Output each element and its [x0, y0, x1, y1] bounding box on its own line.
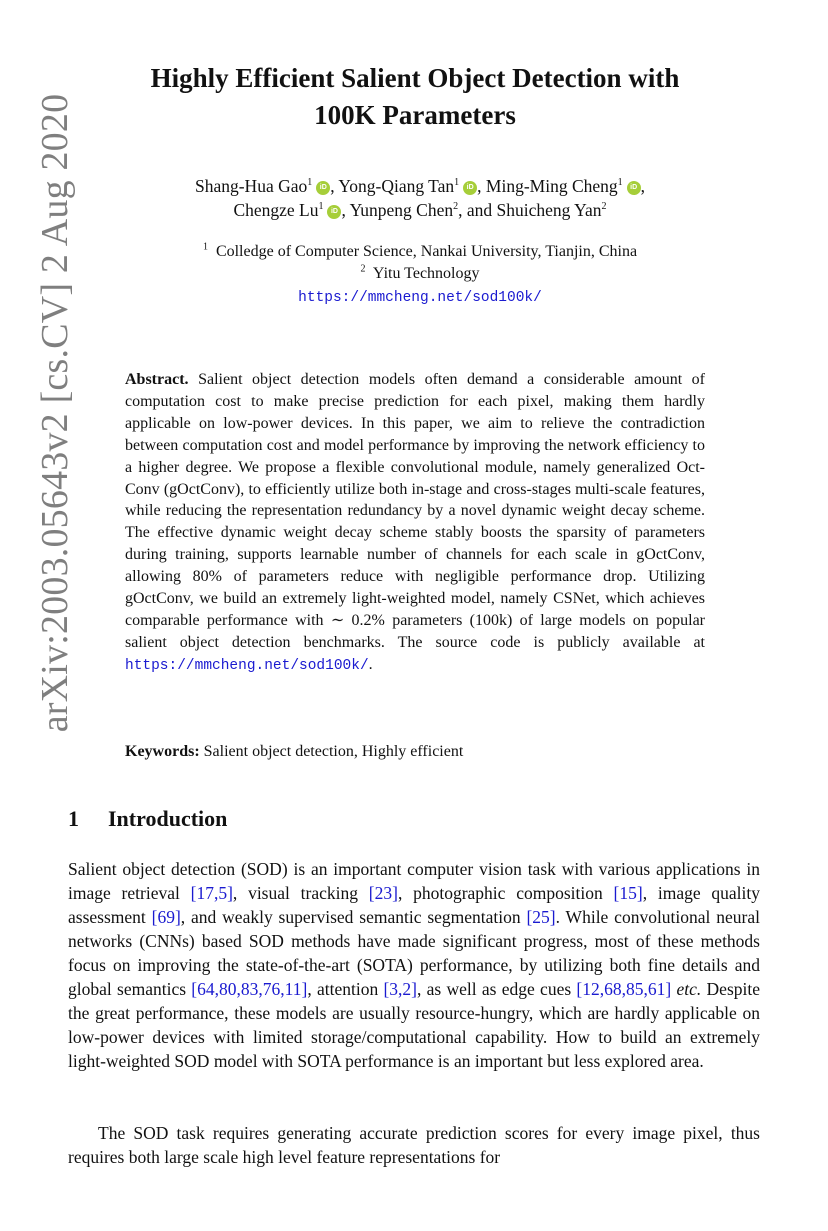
arxiv-sidebar-stamp [33, 68, 77, 758]
intro-text: , visual tracking [232, 883, 369, 903]
intro-paragraph-1 [68, 857, 760, 1073]
keywords-label: Keywords: [125, 743, 200, 760]
paper-title [70, 60, 760, 134]
affiliation-1: $^1$ Colledge of Computer Science, Nankai University, Tianjin, China [202, 241, 638, 260]
orcid-icon[interactable]: iD [327, 205, 341, 219]
keywords-text: Salient object detection, Highly efficient [203, 743, 464, 760]
abstract-url-link[interactable]: https://mmcheng.net/sod100k/ [125, 657, 369, 674]
author: Yong-Qiang Tan$^1$ iD , [338, 176, 486, 196]
affiliation-2: $^2$ Yitu Technology [360, 263, 480, 282]
project-url-line [100, 286, 740, 309]
citation-link[interactable]: [3,2] [383, 979, 417, 999]
title-line-1: Highly Efficient Salient Object Detection with [150, 63, 680, 93]
intro-text: etc. [676, 979, 702, 999]
citation-link[interactable]: [23] [368, 883, 398, 903]
abstract-label: Abstract. [125, 371, 189, 388]
author: Yunpeng Chen$^2$, and [349, 200, 497, 220]
citation-link[interactable]: [64,80,83,76,11] [191, 979, 308, 999]
section-title: Introduction [108, 806, 228, 831]
intro-text: Salient object detection (SOD) is an important computer vision task with various applications in image retrieval [68, 859, 760, 903]
arxiv-id: arXiv:2003.05643v2 [cs.CV] 2 Aug 2020 [34, 93, 76, 733]
abstract: Abstract. Salient object detection models often demand a considerable amount of computation cost to make precise prediction for each pixel, making them hardly applicable on low-power devices. In this paper, we aim to relieve the contradiction between computation cost and model performance by improving the network efficiency to a higher degree. We propose a flexible convolutional module, namely generalized Oct-Conv (gOctConv), to efficiently utilize both in-stage and cross-stages multi-scale features, while reducing the representation redundancy by a novel dynamic weight decay scheme. The effective dynamic weight decay scheme stably boosts the sparsity of parameters during training, supports learnable number of channels for each scale in gOctConv, allowing 80% of parameters reduce with negligible performance drop. Utilizing gOctConv, we build an extremely light-weighted model, namely CSNet, which achieves comparable performance with ∼ 0.2% parameters (100k) of large models on popular salient object detection benchmarks. The source code is publicly available at https://mmcheng.net/sod100k/. [125, 371, 706, 674]
citation-link[interactable]: [25] [526, 907, 556, 927]
intro-text: , as well as edge cues [417, 979, 577, 999]
section-number: 1 [68, 806, 79, 831]
orcid-icon[interactable]: iD [316, 181, 330, 195]
citation-link[interactable]: [12,68,85,61] [576, 979, 672, 999]
author: Ming-Ming Cheng$^1$ iD , [485, 176, 646, 196]
project-url-link[interactable]: https://mmcheng.net/sod100k/ [298, 290, 542, 306]
intro-text: , photographic composition [397, 883, 614, 903]
abstract-text: Salient object detection models often demand a considerable amount of computation cost to make precise prediction for each pixel, making them hardly applicable on low-power devices. In this paper, we aim to relieve the contradiction between computation cost and model performance by improving the network efficiency to a higher degree. We propose a flexible convolutional module, namely generalized Oct-Conv (gOctConv), to efficiently utilize both in-stage and cross-stages multi-scale features, while reducing the representation redundancy by a novel dynamic weight decay scheme. The effective dynamic weight decay scheme stably boosts the sparsity of parameters during training, supports learnable number of channels for each scale in gOctConv, allowing 80% of parameters reduce with negligible performance drop. Utilizing gOctConv, we build an extremely light-weighted model, namely CSNet, which achieves comparable performance with ∼ 0.2% parameters (100k) of large models on popular salient object detection benchmarks. The source code is publicly available at [125, 371, 706, 651]
orcid-icon[interactable]: iD [463, 181, 477, 195]
author: Chengze Lu$^1$ iD , [233, 200, 350, 220]
intro-text: . While convolutional neural networks (CNNs) based SOD methods have made significant progress, most of these methods focus on improving the state-of-the-art (SOTA) performance, by utilizing both fine details and global semantics [68, 907, 760, 999]
intro-text: , and weakly supervised semantic segmentation [180, 907, 527, 927]
author: Shuicheng Yan$^2$ [496, 200, 607, 220]
intro-paragraph-2: The SOD task requires generating accurate prediction scores for every image pixel, thus requires both large scale high level feature representations for [68, 1123, 760, 1167]
title-line-2: 100K Parameters [314, 100, 516, 130]
orcid-icon[interactable]: iD [627, 181, 641, 195]
intro-text: , attention [307, 979, 384, 999]
intro-text: , image quality assessment [68, 883, 760, 927]
section-heading [68, 804, 227, 834]
keywords [125, 741, 705, 763]
citation-link[interactable]: [15] [613, 883, 643, 903]
author: Shang-Hua Gao$^1$ iD , [194, 176, 339, 196]
author-list [100, 174, 740, 222]
intro-text: Despite the great performance, these models are usually resource-hungry, which are hardly applicable on low-power devices with limited storage/computational capability. How to build an extremely light-weighted SOD model with SOTA performance is an important but less explored area. [68, 979, 760, 1071]
citation-link[interactable]: [17,5] [190, 883, 233, 903]
citation-link[interactable]: [69] [151, 907, 181, 927]
